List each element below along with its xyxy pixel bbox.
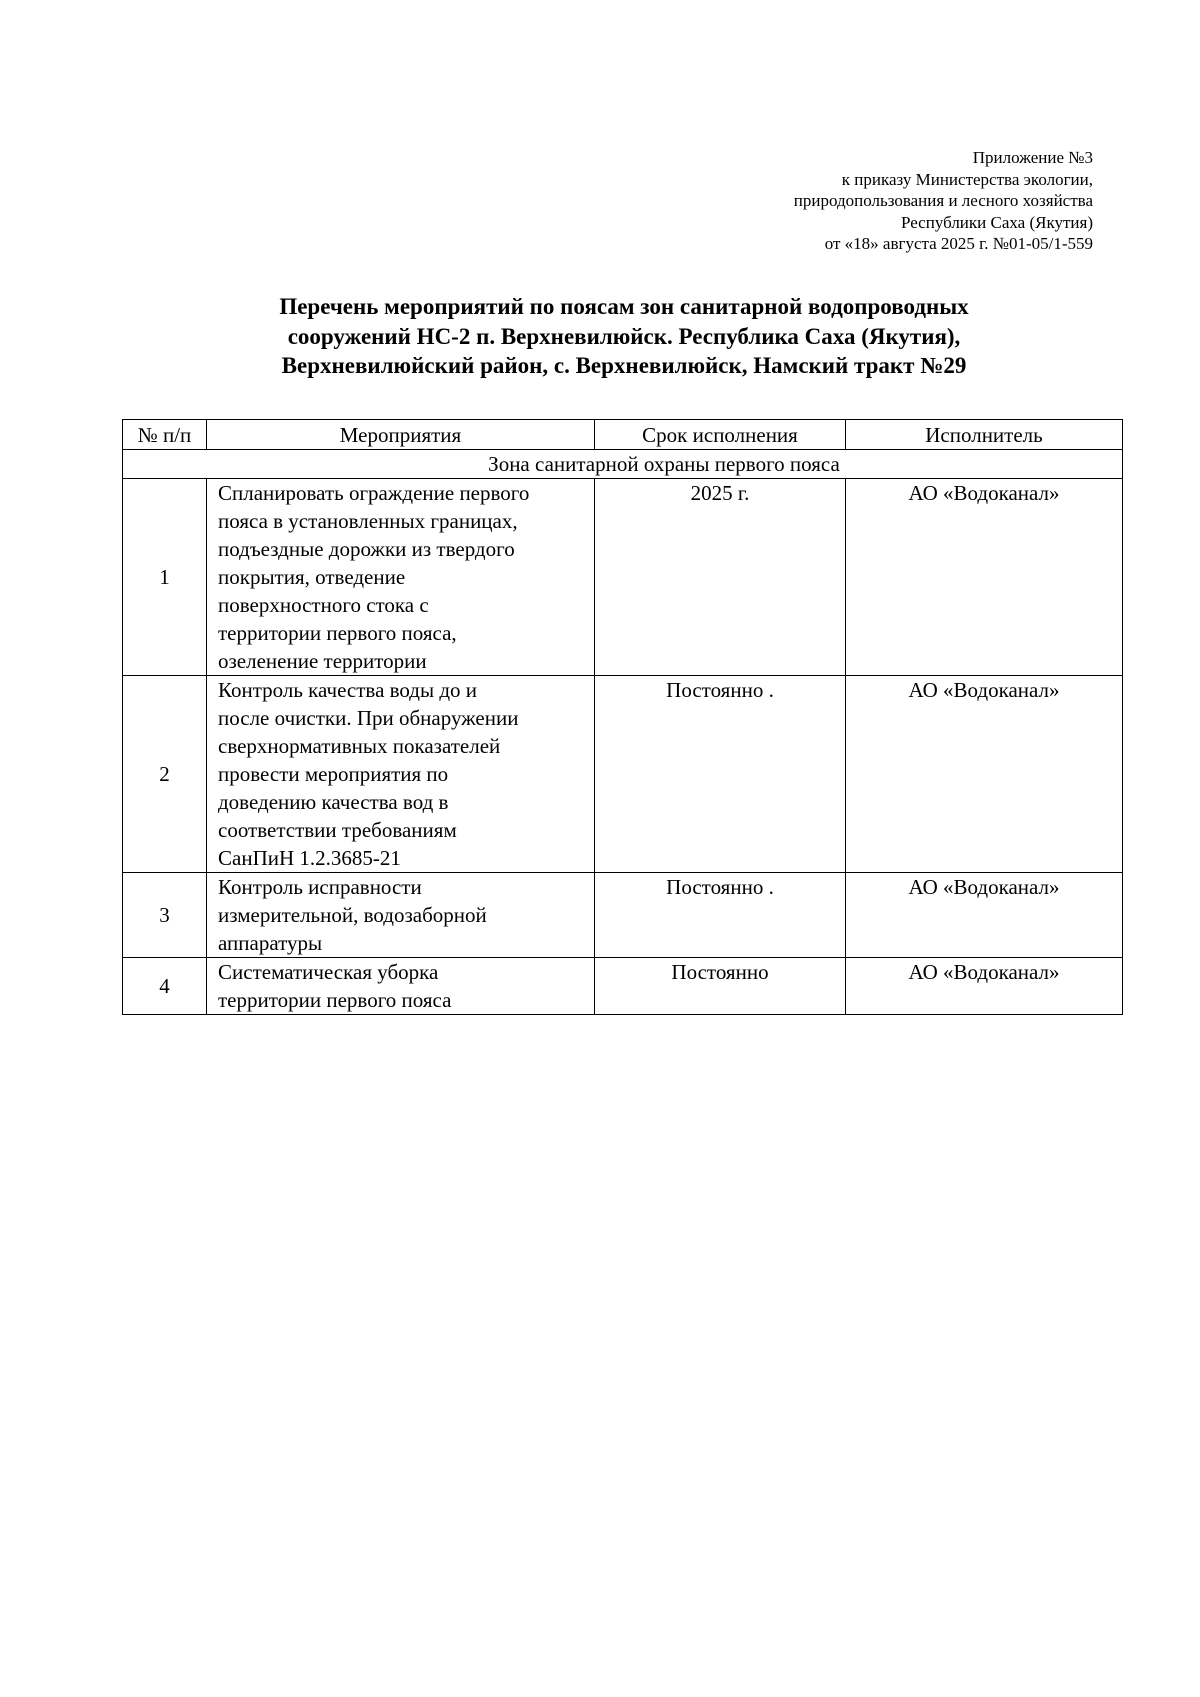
activity-line: подъездные дорожки из твердого <box>218 537 515 561</box>
activity-line: Систематическая уборка <box>218 960 439 984</box>
title-line: сооружений НС-2 п. Верхневилюйск. Республика Саха (Якутия), <box>287 323 961 349</box>
appendix-block <box>794 147 1093 255</box>
activity-line: СанПиН 1.2.3685-21 <box>218 846 401 870</box>
activity-line: доведению качества вод в <box>218 790 449 814</box>
measures-table <box>122 419 1123 1015</box>
row-term: Постоянно <box>595 958 846 1015</box>
row-number: 3 <box>123 873 207 958</box>
activity-line: территории первого пояса <box>218 988 452 1012</box>
table-row <box>123 958 1123 1015</box>
row-executor: АО «Водоканал» <box>846 676 1123 873</box>
title-line: Верхневилюйский район, с. Верхневилюйск, Намский тракт №29 <box>281 353 967 378</box>
appendix-line: от «18» августа 2025 г. №01-05/1-559 <box>824 234 1093 253</box>
row-activity <box>207 676 595 873</box>
row-term: Постоянно . <box>595 873 846 958</box>
title-line: Перечень мероприятий по поясам зон санитарной водопроводных <box>279 294 969 319</box>
header-activity: Мероприятия <box>207 420 595 450</box>
activity-line: после очистки. При обнаружении <box>218 706 519 730</box>
document-title <box>120 292 1128 381</box>
row-executor: АО «Водоканал» <box>846 479 1123 676</box>
activity-line: провести мероприятия по <box>218 762 449 786</box>
row-activity <box>207 958 595 1015</box>
activity-line: покрытия, отведение <box>218 565 406 589</box>
row-number: 4 <box>123 958 207 1015</box>
activity-line: озеленение территории <box>218 649 427 673</box>
activity-line: измерительной, водозаборной <box>218 903 487 927</box>
header-number: № п/п <box>123 420 207 450</box>
activity-line: соответствии требованиям <box>218 818 457 842</box>
zone-title: Зона санитарной охраны первого пояса <box>123 450 1123 479</box>
table-header-row <box>123 420 1123 450</box>
row-term: Постоянно . <box>595 676 846 873</box>
row-activity <box>207 479 595 676</box>
activity-line: пояса в установленных границах, <box>218 509 518 533</box>
row-number: 1 <box>123 479 207 676</box>
activity-line: территории первого пояса, <box>218 621 457 645</box>
zone-row <box>123 450 1123 479</box>
activity-line: поверхностного стока с <box>218 593 429 617</box>
appendix-line: Приложение №3 <box>972 148 1093 167</box>
activity-line: Контроль качества воды до и <box>218 678 478 702</box>
table-row <box>123 676 1123 873</box>
activity-line: аппаратуры <box>218 931 323 955</box>
header-executor: Исполнитель <box>846 420 1123 450</box>
appendix-line: Республики Саха (Якутия) <box>900 212 1093 232</box>
table-row <box>123 479 1123 676</box>
row-activity <box>207 873 595 958</box>
row-executor: АО «Водоканал» <box>846 958 1123 1015</box>
activity-line: сверхнормативных показателей <box>218 734 501 758</box>
appendix-line: природопользования и лесного хозяйства <box>793 191 1093 210</box>
row-executor: АО «Водоканал» <box>846 873 1123 958</box>
row-term: 2025 г. <box>595 479 846 676</box>
row-number: 2 <box>123 676 207 873</box>
header-term: Срок исполнения <box>595 420 846 450</box>
appendix-line: к приказу Министерства экологии, <box>841 169 1093 189</box>
activity-line: Спланировать ограждение первого <box>218 481 530 505</box>
table-row <box>123 873 1123 958</box>
activity-line: Контроль исправности <box>218 875 422 899</box>
